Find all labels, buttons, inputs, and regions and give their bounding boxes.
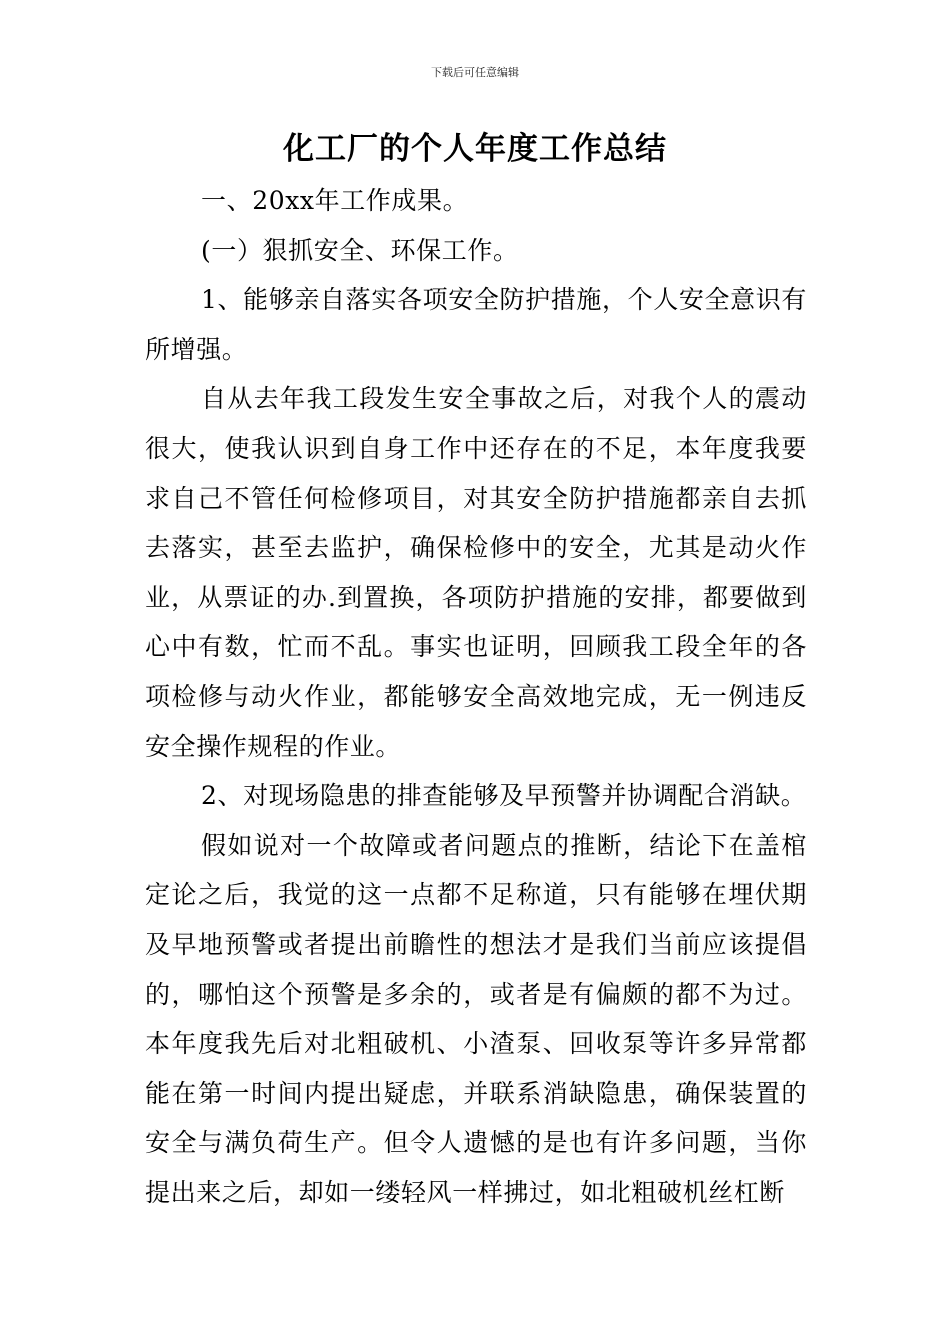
item-heading: 1、能够亲自落实各项安全防护措施，个人安全意识有所增强。 — [145, 285, 807, 364]
page-header-note: 下载后可任意编辑 — [431, 66, 519, 79]
body-paragraph: 自从去年我工段发生安全事故之后，对我个人的震动很大，使我认识到自身工作中还存在的不足，本年度我要求自己不管任何检修项目，对其安全防护措施都亲自去抓去落实，甚至去监护，确保检修中的安全，尤其是动火作业，从票证的办.到置换，各项防护措施的安排，都要做到心中有数，忙而不乱。事实也证明，回顾我工段全年的各项检修与动火作业，都能够安全高效地完成，无一例违反安全操作规程的作业。 — [145, 384, 807, 761]
document-title: 化工厂的个人年度工作总结 — [283, 131, 667, 167]
item-heading: 2、对现场隐患的排查能够及早预警并协调配合消缺。 — [201, 781, 807, 811]
document-body — [145, 176, 807, 1217]
body-paragraph: 假如说对一个故障或者问题点的推断，结论下在盖棺定论之后，我觉的这一点都不足称道，只有能够在埋伏期及早地预警或者提出前瞻性的想法才是我们当前应该提倡的，哪怕这个预警是多余的，或者是有偏颇的都不为过。本年度我先后对北粗破机、小渣泵、回收泵等许多异常都能在第一时间内提出疑虑，并联系消缺隐患，确保装置的安全与满负荷生产。但令人遗憾的是也有许多问题，当你提出来之后，却如一缕轻风一样拂过，如北粗破机丝杠断 — [145, 830, 807, 1207]
section-heading: 一、20xx年工作成果。 — [201, 186, 469, 215]
subsection-heading: (一）狠抓安全、环保工作。 — [201, 235, 519, 265]
